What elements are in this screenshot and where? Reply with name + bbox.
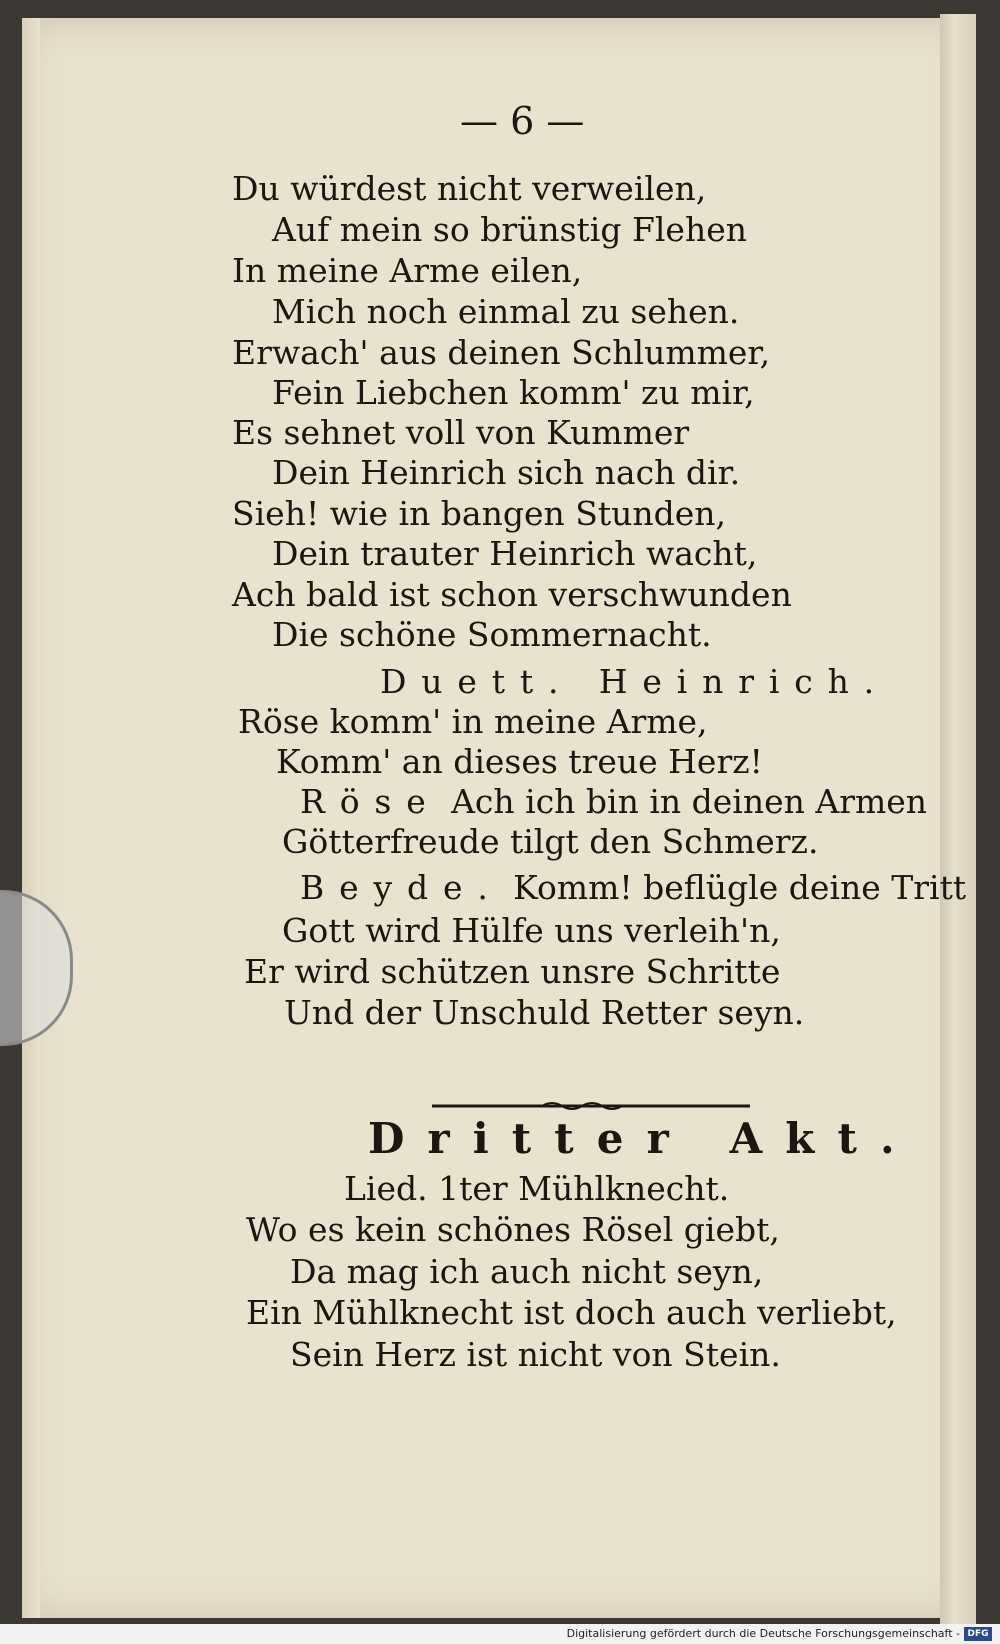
verse-line: Fein Liebchen komm' zu mir, <box>272 373 755 412</box>
verse-line: Dein Heinrich sich nach dir. <box>272 453 741 492</box>
speaker-label: Beyde. <box>300 868 503 907</box>
verse-line-roese <box>300 782 928 821</box>
song-heading: Lied. 1ter Mühlknecht. <box>344 1169 730 1208</box>
speaker-label: Röse <box>300 782 441 821</box>
verse-line: Erwach' aus deinen Schlummer, <box>232 333 771 372</box>
verse-line: Ein Mühlknecht ist doch auch verliebt, <box>246 1293 897 1332</box>
act-title: Dritter Akt. <box>368 1114 918 1163</box>
verse-line: Er wird schützen unsre Schritte <box>244 952 781 991</box>
verse-line: Komm' an dieses treue Herz! <box>276 742 763 781</box>
verse-line: Sieh! wie in bangen Stunden, <box>232 494 727 533</box>
ornamental-divider <box>432 1100 750 1112</box>
verse-line: Sein Herz ist nicht von Stein. <box>290 1335 781 1374</box>
verse-line: Röse komm' in meine Arme, <box>238 702 708 741</box>
page-number: — 6 — <box>460 99 585 143</box>
verse-line: Es sehnet voll von Kummer <box>232 413 690 452</box>
dfg-logo: DFG <box>964 1627 992 1641</box>
verse-line: In meine Arme eilen, <box>232 251 583 290</box>
verse-line: Und der Unschuld Retter seyn. <box>284 993 805 1032</box>
verse-line: Da mag ich auch nicht seyn, <box>290 1252 764 1291</box>
verse-line: Die schöne Sommernacht. <box>272 615 712 654</box>
verse-line: Mich noch einmal zu sehen. <box>272 292 740 331</box>
verse-line: Dein trauter Heinrich wacht, <box>272 534 758 573</box>
verse-line-beyde <box>300 868 967 907</box>
page-gutter <box>22 18 40 1618</box>
funding-notice: Digitalisierung gefördert durch die Deutsche Forschungsgemeinschaft - <box>566 1627 960 1640</box>
verse-line: Du würdest nicht verweilen, <box>232 169 707 208</box>
verse-line: Götterfreude tilgt den Schmerz. <box>282 822 819 861</box>
verse-line: Ach bald ist schon verschwunden <box>232 575 792 614</box>
verse-text: Ach ich bin in deinen Armen <box>451 782 928 821</box>
verse-line: Gott wird Hülfe uns verleih'n, <box>282 911 781 950</box>
verse-line: Wo es kein schönes Rösel giebt, <box>246 1210 780 1249</box>
page-edge <box>940 14 976 1624</box>
verse-line: Auf mein so brünstig Flehen <box>272 210 747 249</box>
footer-bar <box>0 1624 1000 1644</box>
duett-heading: Duett. Heinrich. <box>380 662 890 701</box>
verse-text: Komm! beflügle deine Tritt <box>513 868 967 907</box>
